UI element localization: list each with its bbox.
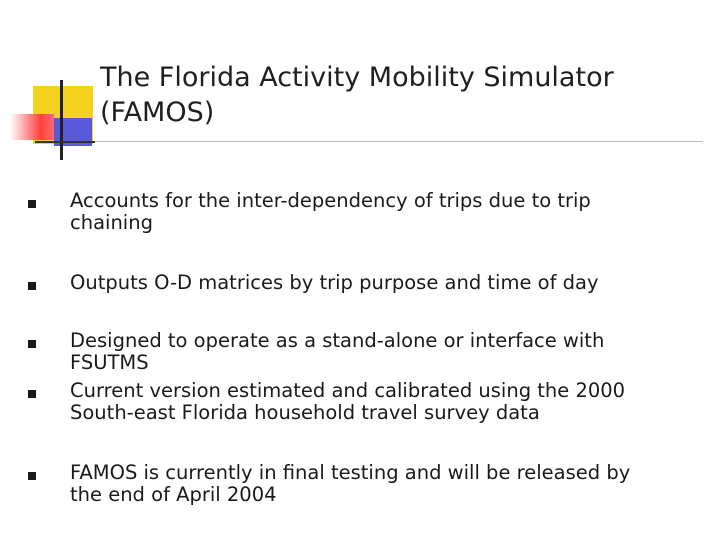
- square-bullet-icon: [28, 282, 36, 290]
- title-divider: [35, 141, 703, 142]
- slide-title-line1: The Florida Activity Mobility Simulator: [100, 62, 614, 93]
- square-bullet-icon: [28, 472, 36, 480]
- title-divider-accent: [35, 141, 95, 143]
- square-bullet-icon: [28, 340, 36, 348]
- square-bullet-icon: [28, 390, 36, 398]
- list-item-text: Current version estimated and calibrated using the 2000 South-east Florida household travel survey data: [70, 379, 626, 424]
- list-item-text: Designed to operate as a stand-alone or interface with FSUTMS: [70, 329, 605, 374]
- list-item-text: FAMOS is currently in final testing and will be released by the end of April 2004: [70, 461, 631, 506]
- decor-red-bar: [10, 114, 54, 140]
- square-bullet-icon: [28, 200, 36, 208]
- list-item-text: Outputs O-D matrices by trip purpose and time of day: [70, 271, 599, 294]
- slide-title: [100, 60, 680, 130]
- decor-vertical-line: [60, 80, 63, 160]
- slide-title-line2: (FAMOS): [100, 97, 215, 128]
- list-item-text: Accounts for the inter-dependency of trips due to trip chaining: [70, 189, 591, 234]
